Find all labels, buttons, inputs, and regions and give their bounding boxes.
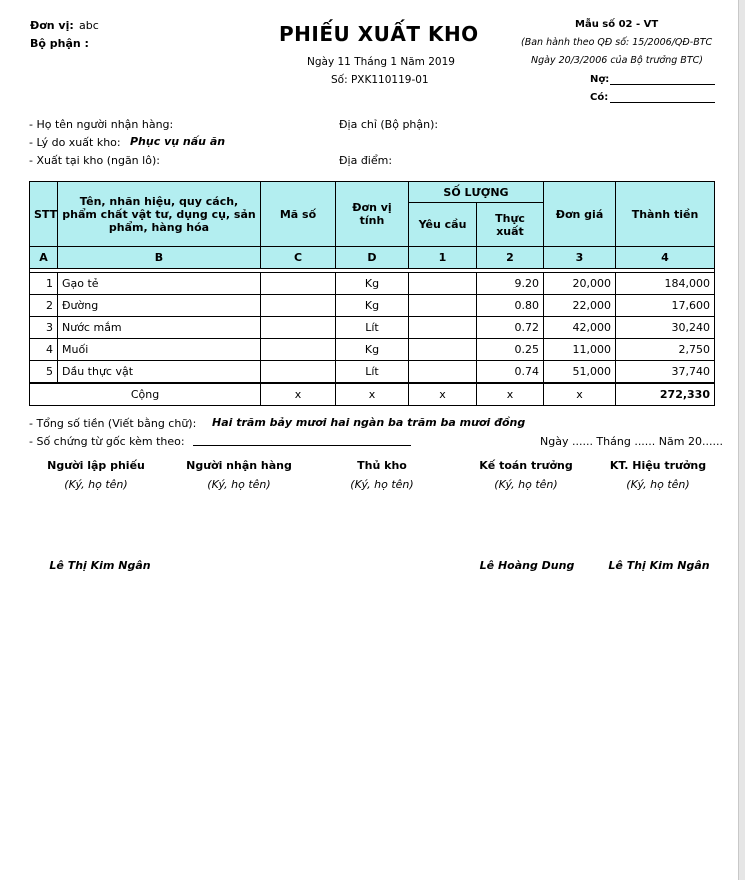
no-underline	[610, 84, 715, 85]
total-thuc-xuat: x	[477, 383, 544, 406]
cell-dvt: Kg	[336, 273, 409, 295]
bophan-label: Bộ phận :	[30, 37, 89, 50]
tong-tien-value: Hai trăm bảy mươi hai ngàn ba trăm ba mươi đồng	[212, 416, 526, 429]
cell-ma	[261, 273, 336, 295]
chung-tu-label: - Số chứng từ gốc kèm theo:	[29, 435, 185, 448]
code-b: B	[58, 247, 261, 269]
code-a: A	[30, 247, 58, 269]
header-don-vi: Đơn vị tính	[336, 182, 409, 247]
cell-thanh-tien: 30,240	[616, 317, 715, 339]
header-ten: Tên, nhãn hiệu, quy cách, phẩm chất vật tư, dụng cụ, sản phẩm, hàng hóa	[58, 182, 261, 247]
cell-ma	[261, 295, 336, 317]
cell-dvt: Kg	[336, 295, 409, 317]
co-underline	[610, 102, 715, 103]
cell-yeu-cau	[409, 317, 477, 339]
cell-don-gia: 42,000	[544, 317, 616, 339]
xuat-tai-label: - Xuất tại kho (ngăn lô):	[29, 154, 160, 167]
total-ma: x	[261, 383, 336, 406]
cell-ten: Đường	[58, 295, 261, 317]
cell-stt: 3	[30, 317, 58, 339]
total-don-gia: x	[544, 383, 616, 406]
table-row	[30, 361, 715, 384]
ban-hanh-line-2: Ngày 20/3/2006 của Bộ trưởng BTC)	[531, 55, 703, 66]
nguoi-nhan-label: - Họ tên người nhận hàng:	[29, 118, 174, 131]
donvi-label: Đơn vị:	[30, 19, 74, 32]
sig-note-ke-toan: (Ký, họ tên)	[494, 478, 558, 491]
cell-thuc-xuat: 0.72	[477, 317, 544, 339]
table-row	[30, 317, 715, 339]
tong-tien-label: - Tổng số tiền (Viết bằng chữ):	[29, 417, 197, 430]
dia-diem-label: Địa điểm:	[339, 154, 393, 167]
ly-do-label: - Lý do xuất kho:	[29, 136, 121, 149]
sig-note-hieu-truong: (Ký, họ tên)	[626, 478, 690, 491]
document-title: PHIẾU XUẤT KHO	[279, 22, 479, 46]
header-thanh-tien: Thành tiền	[616, 182, 715, 247]
co-label: Có:	[590, 92, 609, 103]
cell-ten: Nước mắm	[58, 317, 261, 339]
sig-name-nguoi-lap: Lê Thị Kim Ngân	[49, 559, 151, 572]
sig-role-hieu-truong: KT. Hiệu trưởng	[609, 459, 707, 472]
header-thuc-xuat: Thực xuất	[477, 203, 544, 247]
cell-yeu-cau	[409, 361, 477, 384]
cell-stt: 5	[30, 361, 58, 384]
cell-thanh-tien: 184,000	[616, 273, 715, 295]
sig-name-hieu-truong: Lê Thị Kim Ngân	[608, 559, 710, 572]
cell-don-gia: 20,000	[544, 273, 616, 295]
header-don-gia: Đơn giá	[544, 182, 616, 247]
ban-hanh-line-1: (Ban hành theo QĐ số: 15/2006/QĐ-BTC	[521, 37, 713, 48]
sig-role-nguoi-nhan: Người nhận hàng	[186, 459, 292, 472]
cell-don-gia: 51,000	[544, 361, 616, 384]
table-row	[30, 273, 715, 295]
code-d: D	[336, 247, 409, 269]
ngay-thang-nam: Ngày ...... Tháng ...... Năm 20......	[540, 435, 723, 448]
sig-note-nguoi-lap: (Ký, họ tên)	[64, 478, 128, 491]
cell-dvt: Lít	[336, 317, 409, 339]
cell-dvt: Lít	[336, 361, 409, 384]
sig-role-nguoi-lap: Người lập phiếu	[47, 459, 145, 472]
ly-do-value: Phục vụ nấu ăn	[130, 135, 226, 148]
cell-ten: Muối	[58, 339, 261, 361]
header-stt: STT	[30, 182, 58, 247]
total-row	[30, 383, 715, 406]
table-row	[30, 339, 715, 361]
sig-name-ke-toan: Lê Hoàng Dung	[479, 559, 575, 572]
sig-note-nguoi-nhan: (Ký, họ tên)	[207, 478, 271, 491]
cell-ten: Dầu thực vật	[58, 361, 261, 384]
date-line: Ngày 11 Tháng 1 Năm 2019	[307, 56, 455, 68]
cell-thuc-xuat: 9.20	[477, 273, 544, 295]
cell-don-gia: 22,000	[544, 295, 616, 317]
items-table	[29, 181, 715, 406]
sig-role-thu-kho: Thủ kho	[357, 459, 407, 472]
header-ma-so: Mã số	[261, 182, 336, 247]
code-3: 3	[544, 247, 616, 269]
no-label: Nợ:	[590, 74, 610, 85]
cell-ma	[261, 317, 336, 339]
cell-stt: 4	[30, 339, 58, 361]
sig-note-thu-kho: (Ký, họ tên)	[350, 478, 414, 491]
header-yeu-cau: Yêu cầu	[409, 203, 477, 247]
total-label: Cộng	[30, 383, 261, 406]
cell-thanh-tien: 17,600	[616, 295, 715, 317]
code-4: 4	[616, 247, 715, 269]
cell-ma	[261, 339, 336, 361]
cell-thuc-xuat: 0.74	[477, 361, 544, 384]
cell-yeu-cau	[409, 273, 477, 295]
cell-don-gia: 11,000	[544, 339, 616, 361]
total-thanh-tien: 272,330	[616, 383, 715, 406]
cell-ten: Gạo tẻ	[58, 273, 261, 295]
cell-thanh-tien: 37,740	[616, 361, 715, 384]
dia-chi-label: Địa chỉ (Bộ phận):	[339, 118, 439, 131]
code-1: 1	[409, 247, 477, 269]
viewer-edge	[738, 0, 745, 880]
total-yeu-cau: x	[409, 383, 477, 406]
cell-ma	[261, 361, 336, 384]
table-row	[30, 295, 715, 317]
cell-yeu-cau	[409, 295, 477, 317]
code-2: 2	[477, 247, 544, 269]
mau-so: Mẫu số 02 - VT	[575, 19, 659, 30]
chung-tu-underline	[193, 445, 411, 446]
cell-yeu-cau	[409, 339, 477, 361]
cell-thuc-xuat: 0.80	[477, 295, 544, 317]
document-number: Số: PXK110119-01	[331, 74, 429, 86]
cell-thuc-xuat: 0.25	[477, 339, 544, 361]
total-dvt: x	[336, 383, 409, 406]
code-c: C	[261, 247, 336, 269]
cell-dvt: Kg	[336, 339, 409, 361]
sig-role-ke-toan: Kế toán trưởng	[479, 459, 573, 472]
header-so-luong: SỐ LƯỢNG	[409, 182, 544, 203]
cell-thanh-tien: 2,750	[616, 339, 715, 361]
cell-stt: 1	[30, 273, 58, 295]
donvi-value: abc	[79, 19, 99, 32]
cell-stt: 2	[30, 295, 58, 317]
